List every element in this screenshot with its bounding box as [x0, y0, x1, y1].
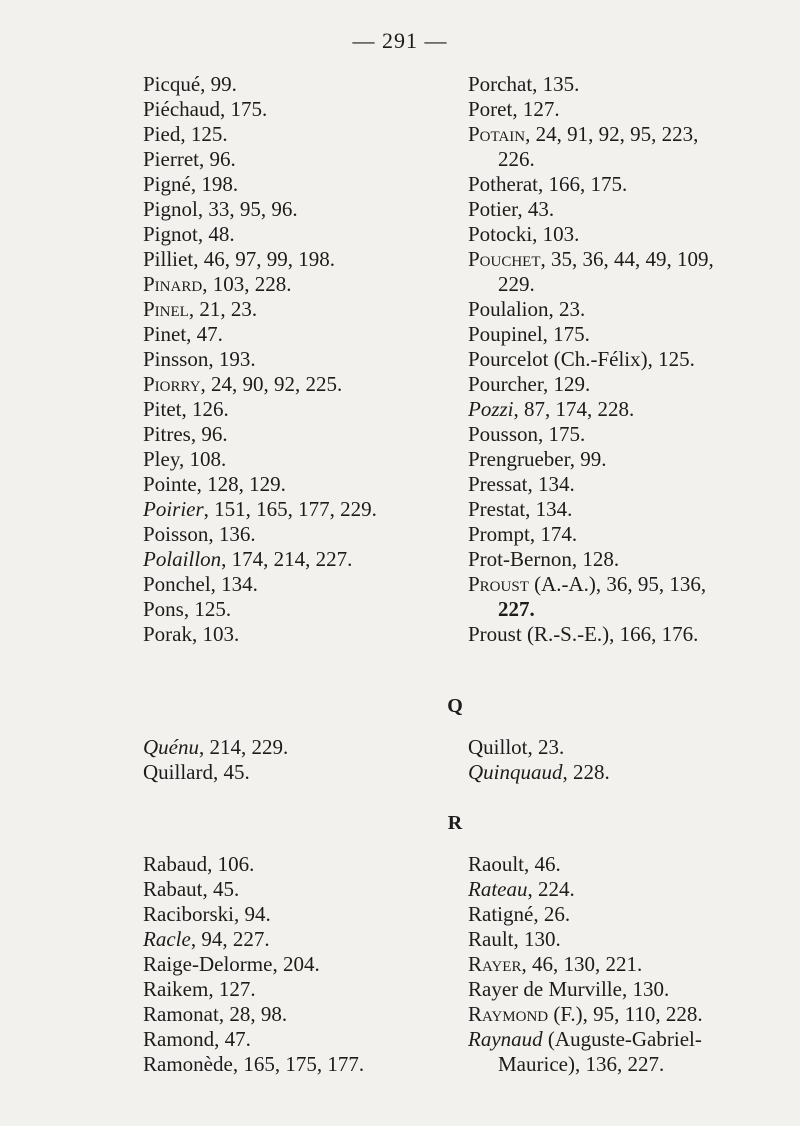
- index-column-q-left: [143, 735, 443, 785]
- index-entry: [468, 1027, 778, 1052]
- index-entry: [143, 347, 443, 372]
- entry-name: Ratigné: [468, 902, 534, 926]
- entry-refs: , 35, 36, 44, 49, 109,: [540, 247, 714, 271]
- index-entry: [468, 222, 778, 247]
- index-entry: [143, 760, 443, 785]
- index-entry: [468, 902, 778, 927]
- entry-name: Pressat: [468, 472, 528, 496]
- entry-name: Ramonède: [143, 1052, 233, 1076]
- entry-name: Proust: [468, 622, 522, 646]
- index-entry: [468, 72, 778, 97]
- index-entry: [143, 522, 443, 547]
- entry-name: Prestat: [468, 497, 526, 521]
- entry-refs: , 103.: [532, 222, 580, 246]
- entry-name: Ramond: [143, 1027, 215, 1051]
- entry-name: Piorry: [143, 372, 201, 396]
- index-entry: [468, 735, 778, 760]
- index-entry: [468, 572, 778, 597]
- entry-name: Potain: [468, 122, 526, 146]
- entry-refs: , 134.: [525, 497, 573, 521]
- index-entry: [468, 247, 778, 272]
- entry-name: Potherat: [468, 172, 538, 196]
- entry-name: Pointe: [143, 472, 197, 496]
- entry-name: Quénu: [143, 735, 199, 759]
- entry-name: Polaillon: [143, 547, 222, 571]
- index-entry: [143, 122, 443, 147]
- entry-refs: , 48.: [197, 222, 235, 246]
- entry-refs: , 103, 228.: [202, 272, 292, 296]
- index-entry: [143, 977, 443, 1002]
- entry-name: Ponchel: [143, 572, 211, 596]
- entry-refs: , 87, 174, 228.: [513, 397, 635, 421]
- index-entry: [468, 547, 778, 572]
- entry-name: Rateau: [468, 877, 528, 901]
- entry-name: Pilliet: [143, 247, 194, 271]
- index-entry: [143, 1027, 443, 1052]
- entry-name: Poulalion: [468, 297, 549, 321]
- entry-refs: , 46.: [524, 852, 561, 876]
- index-entry: [143, 852, 443, 877]
- entry-refs: , 99.: [200, 72, 237, 96]
- index-entry: [468, 1002, 778, 1027]
- entry-refs: , 103.: [192, 622, 240, 646]
- entry-refs: , 128.: [571, 547, 620, 571]
- entry-refs: , 45.: [202, 877, 240, 901]
- entry-name: Picqué: [143, 72, 201, 96]
- entry-refs: (R.-S.-E.), 166, 176.: [521, 622, 699, 646]
- entry-refs: , 108.: [178, 447, 227, 471]
- index-entry: [468, 497, 778, 522]
- entry-name: Racle: [143, 927, 191, 951]
- entry-name: Piéchaud: [143, 97, 220, 121]
- entry-refs: , 128, 129.: [196, 472, 286, 496]
- entry-name: Raciborski: [143, 902, 234, 926]
- entry-refs: , 47.: [214, 1027, 251, 1051]
- entry-refs: , 228.: [562, 760, 610, 784]
- entry-name: Porchat: [468, 72, 533, 96]
- entry-refs: , 134.: [210, 572, 258, 596]
- entry-refs: (Ch.-Félix), 125.: [548, 347, 695, 371]
- entry-name: Poret: [468, 97, 513, 121]
- entry-refs: , 24, 91, 92, 95, 223,: [525, 122, 699, 146]
- section-letter-q: Q: [447, 695, 463, 717]
- index-entry: [143, 927, 443, 952]
- index-entry: [143, 397, 443, 422]
- entry-refs: , 127.: [512, 97, 560, 121]
- entry-name: Raynaud: [468, 1027, 543, 1051]
- index-entry: [468, 522, 778, 547]
- index-column-r-left: [143, 852, 443, 1077]
- entry-refs: , 174.: [529, 522, 578, 546]
- index-entry: [468, 172, 778, 197]
- index-entry: [143, 247, 443, 272]
- index-entry: [143, 597, 443, 622]
- entry-refs: , 99.: [569, 447, 607, 471]
- entry-name: Prompt: [468, 522, 530, 546]
- entry-refs: , 96.: [198, 147, 236, 171]
- entry-refs: , 174, 214, 227.: [221, 547, 353, 571]
- entry-name: Pignol: [143, 197, 198, 221]
- entry-name: Rabaut: [143, 877, 203, 901]
- entry-refs: , 126.: [181, 397, 229, 421]
- entry-name: Pozzi: [468, 397, 514, 421]
- index-entry: [143, 1002, 443, 1027]
- entry-refs: , 21, 23.: [188, 297, 258, 321]
- entry-refs: , 46, 97, 99, 198.: [193, 247, 335, 271]
- entry-name: Quillard: [143, 760, 213, 784]
- entry-refs: , 33, 95, 96.: [197, 197, 298, 221]
- entry-name: Poupinel: [468, 322, 543, 346]
- index-entry: [468, 447, 778, 472]
- entry-name: Potocki: [468, 222, 533, 246]
- index-entry: [143, 222, 443, 247]
- entry-continuation: 229.: [498, 272, 535, 296]
- index-entry: [143, 372, 443, 397]
- entry-refs: , 151, 165, 177, 229.: [203, 497, 377, 521]
- entry-refs: , 130.: [513, 927, 561, 951]
- index-entry: [143, 547, 443, 572]
- entry-refs: , 214, 229.: [199, 735, 289, 759]
- index-entry: [143, 622, 443, 647]
- entry-refs: , 125.: [180, 122, 228, 146]
- entry-name: Pourcelot: [468, 347, 549, 371]
- entry-name: Rayer: [468, 952, 522, 976]
- entry-name: Raige-Delorme: [143, 952, 273, 976]
- entry-name: Pinard: [143, 272, 203, 296]
- entry-name: Pouchet: [468, 247, 541, 271]
- index-column-p-right: [468, 72, 778, 647]
- index-entry: [143, 147, 443, 172]
- index-entry: [468, 877, 778, 902]
- index-entry: [143, 952, 443, 977]
- entry-refs: , 175.: [538, 422, 586, 446]
- index-entry: [143, 322, 443, 347]
- entry-continuation: 227.: [498, 597, 535, 621]
- entry-refs: , 94.: [233, 902, 271, 926]
- index-entry: [468, 347, 778, 372]
- entry-refs: , 94, 227.: [190, 927, 270, 951]
- page-number: — 291 —: [352, 28, 448, 53]
- index-entry: [468, 952, 778, 977]
- entry-refs: (Auguste-Gabriel-: [542, 1027, 702, 1051]
- entry-name: Pourcher: [468, 372, 543, 396]
- entry-name: Pinet: [143, 322, 187, 346]
- index-entry: [143, 572, 443, 597]
- entry-name: Potier: [468, 197, 518, 221]
- entry-name: Pinel: [143, 297, 189, 321]
- entry-name: Pitet: [143, 397, 182, 421]
- index-column-q-right: [468, 735, 778, 785]
- entry-name: Quinquaud: [468, 760, 563, 784]
- index-entry: [468, 977, 778, 1002]
- index-entry: [468, 422, 778, 447]
- entry-continuation: 226.: [498, 147, 535, 171]
- entry-name: Ramonat: [143, 1002, 219, 1026]
- index-entry: [468, 852, 778, 877]
- index-entry: [143, 497, 443, 522]
- index-entry: [143, 735, 443, 760]
- entry-refs: , 165, 175, 177.: [232, 1052, 365, 1076]
- index-column-r-right: [468, 852, 778, 1077]
- entry-refs: , 23.: [527, 735, 565, 759]
- index-entry: [143, 422, 443, 447]
- entry-name: Rault: [468, 927, 514, 951]
- index-entry: [468, 97, 778, 122]
- entry-refs: , 47.: [186, 322, 223, 346]
- entry-refs: , 26.: [533, 902, 571, 926]
- entry-name: Prengrueber: [468, 447, 570, 471]
- entry-name: Raymond: [468, 1002, 549, 1026]
- entry-name: Proust: [468, 572, 529, 596]
- entry-refs: , 204.: [272, 952, 320, 976]
- entry-refs: , 175.: [542, 322, 590, 346]
- entry-name: Pignot: [143, 222, 198, 246]
- index-entry: [143, 197, 443, 222]
- entry-name: Quillot: [468, 735, 528, 759]
- entry-refs: , 175.: [219, 97, 268, 121]
- index-entry: [468, 397, 778, 422]
- index-entry: [143, 902, 443, 927]
- index-entry: [143, 447, 443, 472]
- entry-refs: (A.-A.), 36, 95, 136,: [528, 572, 707, 596]
- index-entry: [468, 322, 778, 347]
- entry-name: Rabaud: [143, 852, 208, 876]
- index-entry: [143, 877, 443, 902]
- index-entry: [468, 297, 778, 322]
- entry-name: Pierret: [143, 147, 199, 171]
- entry-refs: , 130.: [621, 977, 670, 1001]
- entry-name: Poisson: [143, 522, 209, 546]
- entry-name: Pons: [143, 597, 184, 621]
- entry-refs: , 106.: [207, 852, 255, 876]
- entry-continuation: Maurice), 136, 227.: [498, 1052, 665, 1076]
- index-entry: [468, 622, 778, 647]
- entry-name: Pigné: [143, 172, 191, 196]
- entry-name: Pitres: [143, 422, 191, 446]
- index-entry: [468, 472, 778, 497]
- entry-refs: , 127.: [208, 977, 256, 1001]
- entry-name: Prot-Bernon: [468, 547, 572, 571]
- index-entry: [143, 72, 443, 97]
- entry-name: Pley: [143, 447, 179, 471]
- entry-name: Pousson: [468, 422, 539, 446]
- index-column-p-left: [143, 72, 443, 647]
- entry-refs: , 96.: [190, 422, 228, 446]
- index-entry: [143, 1052, 443, 1077]
- entry-name: Pied: [143, 122, 181, 146]
- entry-refs: , 125.: [183, 597, 232, 621]
- entry-refs: , 166, 175.: [537, 172, 628, 196]
- entry-name: Raoult: [468, 852, 524, 876]
- entry-refs: , 45.: [212, 760, 250, 784]
- index-entry: [143, 297, 443, 322]
- entry-refs: , 129.: [542, 372, 591, 396]
- entry-refs: , 23.: [548, 297, 586, 321]
- index-entry: [468, 760, 778, 785]
- index-entry: [143, 97, 443, 122]
- index-entry: [468, 927, 778, 952]
- entry-refs: , 193.: [208, 347, 256, 371]
- index-entry: [143, 172, 443, 197]
- entry-name: Pinsson: [143, 347, 209, 371]
- index-entry: [468, 122, 778, 147]
- entry-refs: , 136.: [208, 522, 256, 546]
- index-entry: [143, 472, 443, 497]
- entry-name: Rayer de Murville: [468, 977, 622, 1001]
- index-entry: [468, 197, 778, 222]
- entry-name: Porak: [143, 622, 192, 646]
- section-letter-r: R: [447, 812, 463, 834]
- entry-refs: , 134.: [527, 472, 575, 496]
- entry-refs: (F.), 95, 110, 228.: [548, 1002, 703, 1026]
- index-entry: [468, 372, 778, 397]
- entry-refs: , 24, 90, 92, 225.: [200, 372, 343, 396]
- entry-refs: , 135.: [532, 72, 580, 96]
- entry-refs: , 28, 98.: [218, 1002, 288, 1026]
- entry-name: Poirier: [143, 497, 204, 521]
- entry-refs: , 198.: [190, 172, 239, 196]
- index-entry: [143, 272, 443, 297]
- entry-name: Raikem: [143, 977, 209, 1001]
- entry-refs: , 224.: [527, 877, 575, 901]
- entry-refs: , 46, 130, 221.: [521, 952, 643, 976]
- entry-refs: , 43.: [517, 197, 555, 221]
